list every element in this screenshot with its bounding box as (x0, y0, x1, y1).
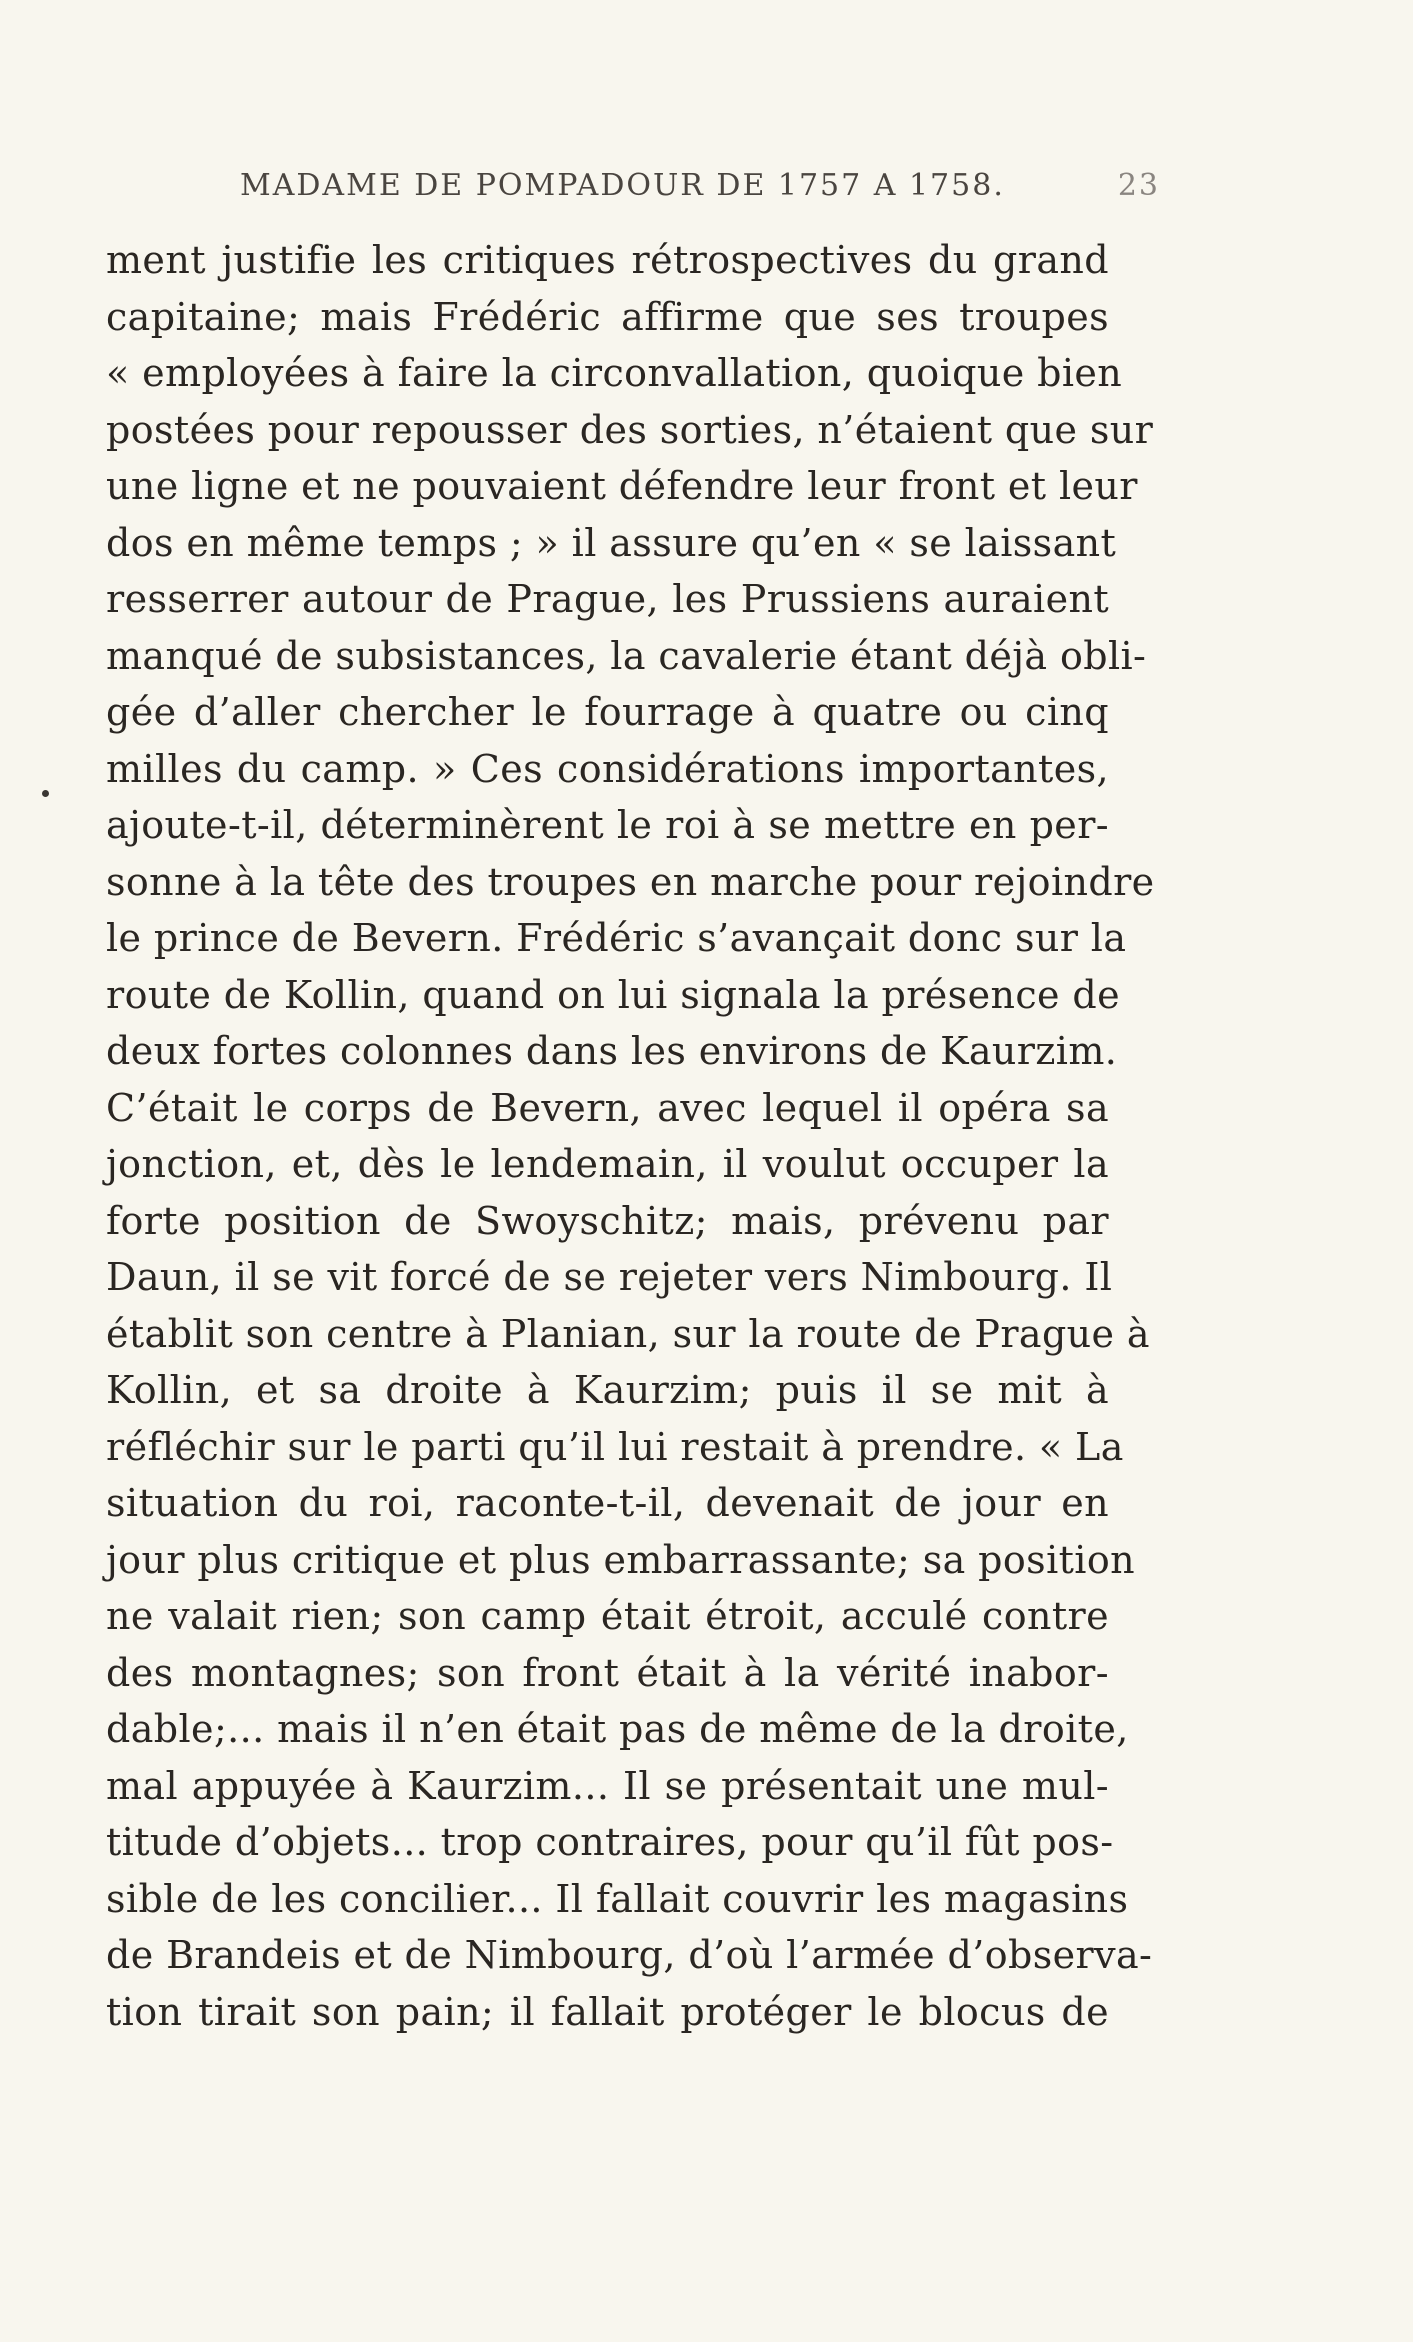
page-number: 23 (1117, 168, 1160, 203)
text-line: ne valait rien; son camp était étroit, acculé contre (106, 1594, 1109, 1638)
text-line: capitaine; mais Frédéric affirme que ses troupes (106, 294, 1109, 339)
text-line: jour plus critique et plus embarrassante; sa position (106, 1537, 1135, 1582)
text-line: Daun, il se vit forcé de se rejeter vers Nimbourg. Il (106, 1255, 1113, 1299)
text-line: sible de les concilier... Il fallait couvrir les magasins (106, 1876, 1129, 1921)
text-line: situation du roi, raconte-t-il, devenait de jour en (106, 1481, 1109, 1525)
text-line: deux fortes colonnes dans les environs de Kaurzim. (106, 1029, 1118, 1073)
text-line: resserrer autour de Prague, les Prussiens auraient (106, 577, 1109, 621)
text-line: route de Kollin, quand on lui signala la présence de (106, 972, 1120, 1017)
text-line: sonne à la tête des troupes en marche pour rejoindre (106, 859, 1155, 904)
text-line: réfléchir sur le parti qu’il lui restait à prendre. « La (106, 1424, 1124, 1469)
margin-mark (42, 790, 49, 797)
text-line: dos en même temps ; » il assure qu’en « se laissant (106, 520, 1117, 565)
text-line: établit son centre à Planian, sur la route de Prague à (106, 1311, 1150, 1356)
text-line: mal appuyée à Kaurzim... Il se présentait une mul- (106, 1763, 1109, 1808)
text-line: ment justifie les critiques rétrospectives du grand (106, 238, 1109, 282)
running-head (240, 168, 1160, 208)
text-line: « employées à faire la circonvallation, quoique bien (106, 351, 1123, 395)
text-line: le prince de Bevern. Frédéric s’avançait donc sur la (106, 916, 1127, 960)
running-title: MADAME DE POMPADOUR DE 1757 A 1758. (240, 168, 1005, 203)
text-line: de Brandeis et de Nimbourg, d’où l’armée d’observa- (106, 1933, 1153, 1977)
text-line: postées pour repousser des sorties, n’étaient que sur (106, 407, 1154, 452)
text-line: ajoute-t-il, déterminèrent le roi à se mettre en per- (106, 803, 1109, 847)
body-text (106, 232, 1155, 2040)
text-line: tion tirait son pain; il fallait protéger le blocus de (106, 1989, 1109, 2034)
text-line: des montagnes; son front était à la vérité inabor- (106, 1650, 1109, 1695)
text-line: titude d’objets... trop contraires, pour qu’il fût pos- (106, 1820, 1114, 1864)
text-line: gée d’aller chercher le fourrage à quatre ou cinq (106, 690, 1109, 734)
text-line: jonction, et, dès le lendemain, il voulut occuper la (106, 1142, 1109, 1186)
text-line: C’était le corps de Bevern, avec lequel il opéra sa (106, 1085, 1109, 1130)
text-line: manqué de subsistances, la cavalerie étant déjà obli- (106, 633, 1147, 678)
text-line: une ligne et ne pouvaient défendre leur front et leur (106, 464, 1138, 508)
text-line: dable;... mais il n’en était pas de même de la droite, (106, 1707, 1129, 1751)
text-line: forte position de Swoyschitz; mais, prévenu par (106, 1198, 1109, 1243)
text-line: Kollin, et sa droite à Kaurzim; puis il se mit à (106, 1368, 1109, 1412)
text-line: milles du camp. » Ces considérations importantes, (106, 746, 1109, 791)
